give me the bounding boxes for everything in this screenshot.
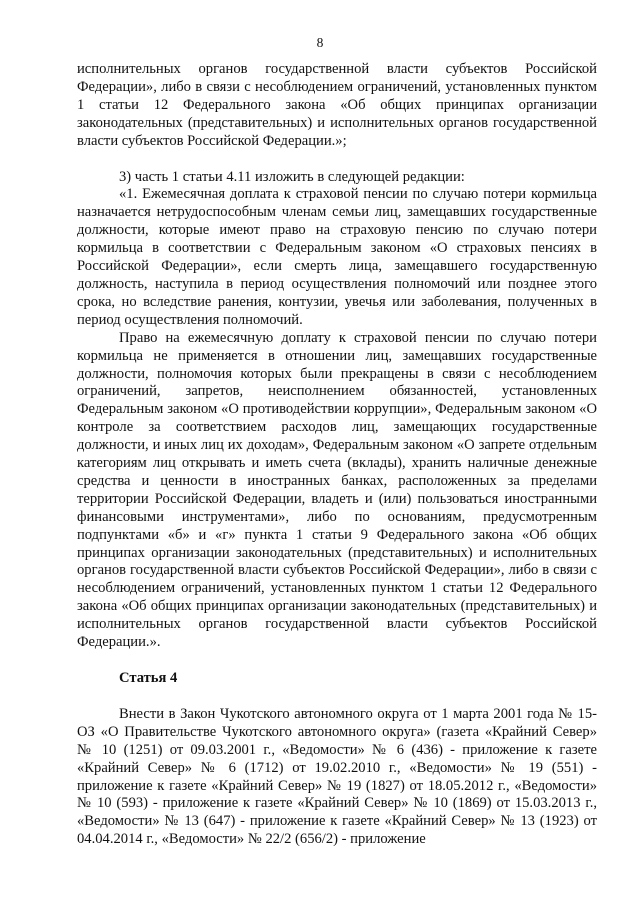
article-heading: Статья 4 <box>119 670 178 686</box>
paragraph-continuation: исполнительных органов государственной власти субъектов Российской Федерации», либо в связи с несоблюдением ограничений, установленных пунктом 1 статьи 12 Федерального закона «Об общих принципах организации законодательных (представительных) и исполнительных органов государственной власти субъектов Российской Федерации.»; <box>77 61 597 149</box>
paragraph-item-3: 3) часть 1 статьи 4.11 изложить в следующей редакции: <box>119 168 465 185</box>
spacer <box>77 151 597 169</box>
spacer <box>77 652 597 670</box>
paragraph-article-4: Внести в Закон Чукотского автономного округа от 1 марта 2001 года № 15-ОЗ «О Правительстве Чукотского автономного округа» (газета «Крайний Север» № 10 (1251) от 09.03.2001 г., «Ведомости» № 6 (436) - приложение к газете «Крайний Север» № 6 (1712) от 19.02.2010 г., «Ведомости» № 19 (551) - приложение к газете «Крайний Север» № 19 (1827) от 18.05.2012 г., «Ведомости» № 10 (593) - приложение к газете «Крайний Север» № 10 (1869) от 15.03.2013 г., «Ведомости» № 13 (647) - приложение к газете «Крайний Север» № 13 (1923) от 04.04.2014 г., «Ведомости» № 22/2 (656/2) - приложение <box>77 705 597 848</box>
page-number: 8 <box>316 35 324 50</box>
paragraph-quoted-part-2: Право на ежемесячную доплату к страховой пенсии по случаю потери кормильца не применяется в отношении лиц, замещавших государственные должности, полномочия которых были прекращены в связи с несоблюдением ограничений, запретов, неисполнением обязанностей, установленных Федеральным законом «О противодействии коррупции», Федеральным законом «О контроле за соответствием расходов лиц, замещающих государственные должности, и иных лиц их доходам», Федеральным законом «О запрете отдельным категориям лиц открывать и иметь счета (вклады), хранить наличные денежные средства и ценности в иностранных банках, расположенных за пределами территории Российской Федерации, владеть и (или) пользоваться иностранными финансовыми инструментами», либо по основаниям, предусмотренным подпунктами «б» и «г» пункта 1 статьи 9 Федерального закона «Об общих принципах организации законодательных (представительных) и исполнительных органов государственной власти субъектов Российской Федерации», либо в связи с несоблюдением ограничений, установленных пунктом 1 статьи 12 Федерального закона «Об общих принципах организации законодательных (представительных) и исполнительных органов государственной власти субъектов Российской Федерации.». <box>77 329 597 651</box>
paragraph-quoted-part-1: «1. Ежемесячная доплата к страховой пенсии по случаю потери кормильца назначается нетрудоспособным членам семьи лиц, замещавших государственные должности, которые имеют право на страховую пенсию по случаю потери кормильца в соответствии с Федеральным законом «О страховых пенсиях в Российской Федерации», если смерть лица, замещавшего государственную должность, наступила в период осуществления полномочий или позднее этого срока, но вследствие ранения, контузии, увечья или заболевания, полученных в период осуществления полномочий. <box>77 186 597 328</box>
spacer <box>77 688 597 706</box>
document-body <box>77 61 597 849</box>
